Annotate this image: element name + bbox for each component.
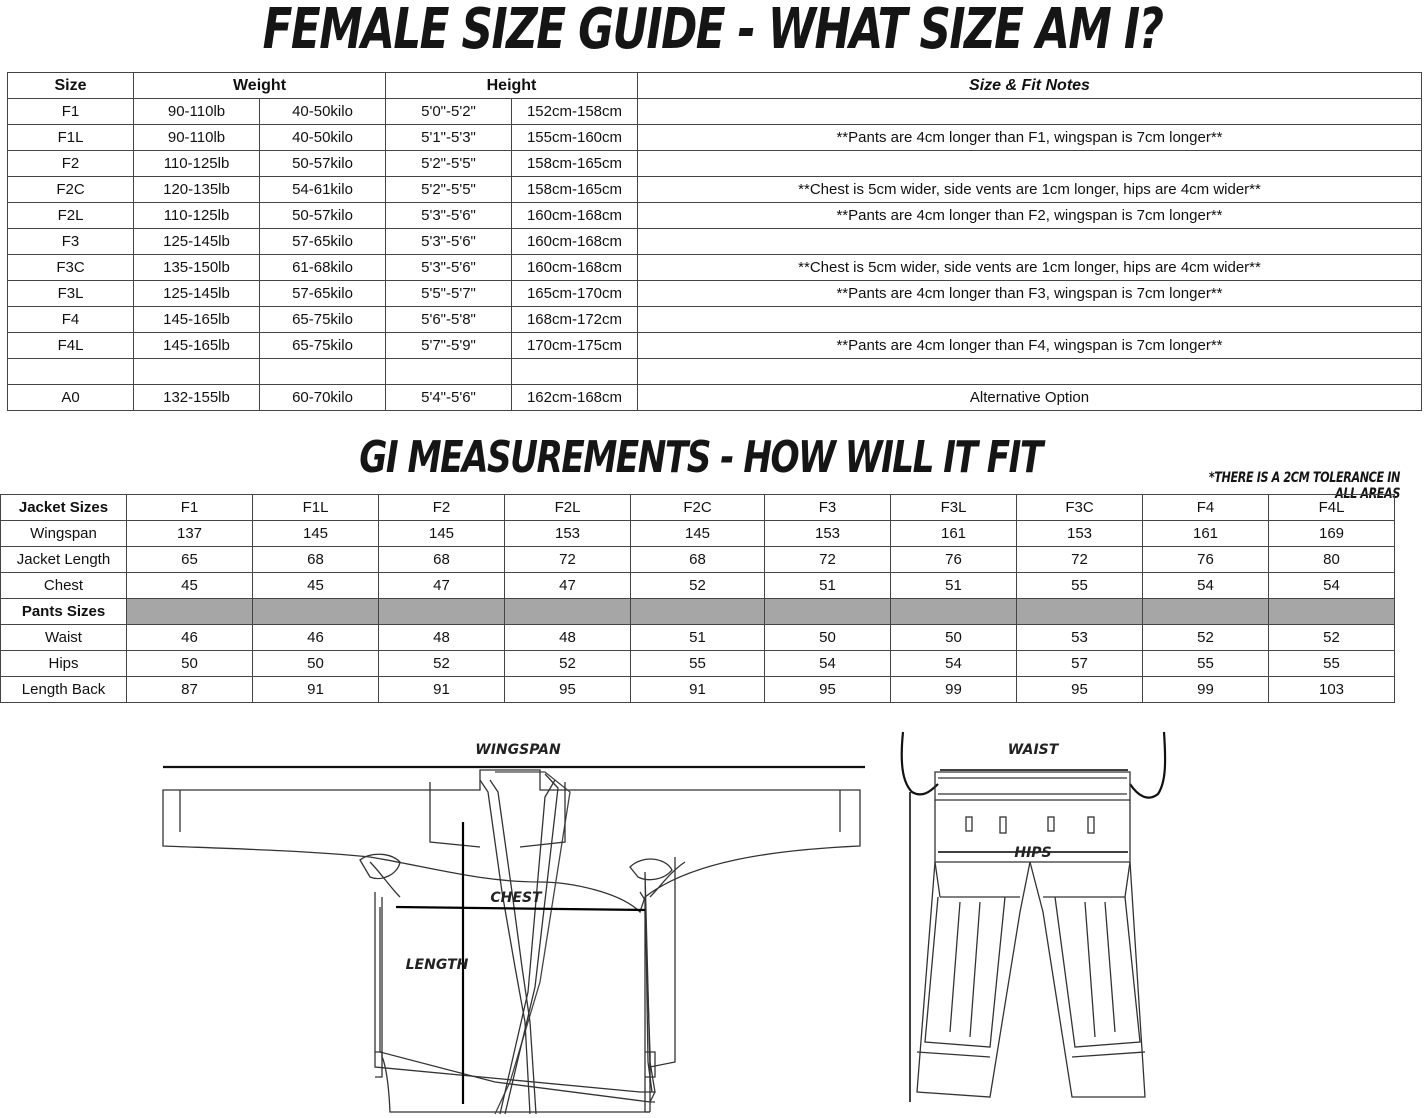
- size-header-cell: F2L: [505, 495, 631, 521]
- measurement-value: 76: [1143, 547, 1269, 573]
- pants-header-fill: [127, 599, 253, 625]
- pants-header-fill: [379, 599, 505, 625]
- size-row: [8, 333, 1422, 359]
- weight-lb-cell: 125-145lb: [134, 281, 260, 307]
- height-ft-cell: 5'6"-5'8": [386, 307, 512, 333]
- size-guide-header-row: [8, 73, 1422, 99]
- measurement-label: Jacket Length: [1, 547, 127, 573]
- weight-kg-cell: 50-57kilo: [260, 151, 386, 177]
- size-cell: F1L: [8, 125, 134, 151]
- pants-sizes-row: [1, 599, 1395, 625]
- weight-kg-cell: 65-75kilo: [260, 307, 386, 333]
- weight-lb-cell: 125-145lb: [134, 229, 260, 255]
- size-row: [8, 125, 1422, 151]
- height-cm-cell: 168cm-172cm: [512, 307, 638, 333]
- weight-lb-cell: 135-150lb: [134, 255, 260, 281]
- weight-lb-cell: 110-125lb: [134, 151, 260, 177]
- size-row: [8, 255, 1422, 281]
- measurement-value: 52: [505, 651, 631, 677]
- measurement-value: 153: [505, 521, 631, 547]
- fit-note-cell: **Pants are 4cm longer than F1, wingspan is 7cm longer**: [638, 125, 1422, 151]
- fit-note-cell: [638, 307, 1422, 333]
- fit-note-cell: **Chest is 5cm wider, side vents are 1cm longer, hips are 4cm wider**: [638, 177, 1422, 203]
- height-ft-cell: 5'2"-5'5": [386, 177, 512, 203]
- measurement-value: 55: [631, 651, 765, 677]
- weight-lb-cell: 110-125lb: [134, 203, 260, 229]
- fit-note-cell: [638, 229, 1422, 255]
- size-cell: F3: [8, 229, 134, 255]
- fit-note-cell: **Pants are 4cm longer than F2, wingspan is 7cm longer**: [638, 203, 1422, 229]
- measurement-value: 72: [1017, 547, 1143, 573]
- header-notes: Size & Fit Notes: [638, 73, 1422, 99]
- height-cm-cell: [512, 359, 638, 385]
- measurement-value: 145: [379, 521, 505, 547]
- measurement-label: Wingspan: [1, 521, 127, 547]
- weight-lb-cell: 120-135lb: [134, 177, 260, 203]
- measurement-value: 51: [765, 573, 891, 599]
- jacket-illustration: [163, 767, 865, 1114]
- wingspan-label: WINGSPAN: [475, 742, 561, 758]
- height-ft-cell: 5'7"-5'9": [386, 333, 512, 359]
- measurement-value: 54: [891, 651, 1017, 677]
- size-row: [8, 229, 1422, 255]
- measurement-row: [1, 677, 1395, 703]
- measurement-value: 46: [127, 625, 253, 651]
- weight-lb-cell: 90-110lb: [134, 99, 260, 125]
- measurement-value: 153: [765, 521, 891, 547]
- measurement-value: 47: [379, 573, 505, 599]
- measurement-row: [1, 625, 1395, 651]
- size-header-cell: F3L: [891, 495, 1017, 521]
- size-cell: F4L: [8, 333, 134, 359]
- fit-note-cell: **Pants are 4cm longer than F4, wingspan is 7cm longer**: [638, 333, 1422, 359]
- tolerance-note: *THERE IS A 2CM TOLERANCE IN ALL AREAS: [1208, 470, 1400, 502]
- pants-header-fill: [765, 599, 891, 625]
- measurement-value: 48: [379, 625, 505, 651]
- weight-lb-cell: 132-155lb: [134, 385, 260, 411]
- measurement-value: 68: [631, 547, 765, 573]
- height-cm-cell: 152cm-158cm: [512, 99, 638, 125]
- measurement-value: 161: [891, 521, 1017, 547]
- measurement-value: 45: [127, 573, 253, 599]
- measurement-value: 54: [1269, 573, 1395, 599]
- size-cell: F2: [8, 151, 134, 177]
- weight-kg-cell: 54-61kilo: [260, 177, 386, 203]
- weight-kg-cell: 57-65kilo: [260, 281, 386, 307]
- measurement-row: [1, 521, 1395, 547]
- weight-kg-cell: 57-65kilo: [260, 229, 386, 255]
- measurement-value: 137: [127, 521, 253, 547]
- fit-note-cell: **Pants are 4cm longer than F3, wingspan is 7cm longer**: [638, 281, 1422, 307]
- pants-illustration: [902, 732, 1165, 1102]
- measurement-value: 52: [1143, 625, 1269, 651]
- measurement-value: 95: [505, 677, 631, 703]
- pants-header-fill: [1269, 599, 1395, 625]
- height-ft-cell: 5'5"-5'7": [386, 281, 512, 307]
- weight-kg-cell: 50-57kilo: [260, 203, 386, 229]
- measurement-value: 48: [505, 625, 631, 651]
- measurement-value: 52: [1269, 625, 1395, 651]
- size-cell: F2C: [8, 177, 134, 203]
- size-header-cell: F4: [1143, 495, 1269, 521]
- pants-header-fill: [631, 599, 765, 625]
- size-row: [8, 151, 1422, 177]
- measurement-value: 47: [505, 573, 631, 599]
- measurement-row: [1, 573, 1395, 599]
- size-cell: F4: [8, 307, 134, 333]
- size-row: [8, 359, 1422, 385]
- height-cm-cell: 160cm-168cm: [512, 229, 638, 255]
- weight-kg-cell: 65-75kilo: [260, 333, 386, 359]
- measurement-label: Waist: [1, 625, 127, 651]
- weight-kg-cell: 60-70kilo: [260, 385, 386, 411]
- height-cm-cell: 155cm-160cm: [512, 125, 638, 151]
- pants-header-fill: [891, 599, 1017, 625]
- measurement-value: 95: [765, 677, 891, 703]
- fit-note-cell: **Chest is 5cm wider, side vents are 1cm longer, hips are 4cm wider**: [638, 255, 1422, 281]
- gi-diagram: [150, 722, 1210, 1118]
- measurement-label: Length Back: [1, 677, 127, 703]
- size-header-cell: F3: [765, 495, 891, 521]
- measurement-row: [1, 547, 1395, 573]
- jacket-sizes-label: Jacket Sizes: [1, 495, 127, 521]
- size-header-cell: F4L: [1269, 495, 1395, 521]
- height-cm-cell: 160cm-168cm: [512, 203, 638, 229]
- measurement-value: 99: [891, 677, 1017, 703]
- measurement-label: Hips: [1, 651, 127, 677]
- size-guide-table: [7, 72, 1422, 411]
- measurement-value: 91: [253, 677, 379, 703]
- height-ft-cell: [386, 359, 512, 385]
- size-row: [8, 307, 1422, 333]
- measurement-value: 57: [1017, 651, 1143, 677]
- measurement-value: 72: [505, 547, 631, 573]
- measurement-value: 95: [1017, 677, 1143, 703]
- weight-kg-cell: [260, 359, 386, 385]
- measurement-value: 169: [1269, 521, 1395, 547]
- height-cm-cell: 158cm-165cm: [512, 177, 638, 203]
- weight-lb-cell: [134, 359, 260, 385]
- measurement-label: Chest: [1, 573, 127, 599]
- fit-note-cell: Alternative Option: [638, 385, 1422, 411]
- size-row: [8, 99, 1422, 125]
- measurement-value: 145: [253, 521, 379, 547]
- size-cell: F2L: [8, 203, 134, 229]
- size-header-cell: F1L: [253, 495, 379, 521]
- height-ft-cell: 5'3"-5'6": [386, 203, 512, 229]
- pants-header-fill: [1143, 599, 1269, 625]
- measurement-value: 68: [253, 547, 379, 573]
- measurement-value: 50: [891, 625, 1017, 651]
- measurement-value: 52: [379, 651, 505, 677]
- waist-label: WAIST: [1007, 742, 1059, 758]
- height-ft-cell: 5'3"-5'6": [386, 229, 512, 255]
- height-ft-cell: 5'0"-5'2": [386, 99, 512, 125]
- measurement-value: 55: [1017, 573, 1143, 599]
- measurement-value: 65: [127, 547, 253, 573]
- height-cm-cell: 162cm-168cm: [512, 385, 638, 411]
- size-cell: [8, 359, 134, 385]
- size-row: [8, 281, 1422, 307]
- pants-header-fill: [253, 599, 379, 625]
- weight-lb-cell: 90-110lb: [134, 125, 260, 151]
- measurement-value: 51: [891, 573, 1017, 599]
- gi-measurements-table: [0, 494, 1395, 703]
- chest-label: CHEST: [490, 890, 542, 906]
- measurement-value: 76: [891, 547, 1017, 573]
- measurement-value: 80: [1269, 547, 1395, 573]
- height-cm-cell: 170cm-175cm: [512, 333, 638, 359]
- measurement-value: 72: [765, 547, 891, 573]
- measurement-value: 87: [127, 677, 253, 703]
- height-ft-cell: 5'1"-5'3": [386, 125, 512, 151]
- hips-label: HIPS: [1014, 845, 1052, 861]
- height-ft-cell: 5'3"-5'6": [386, 255, 512, 281]
- pants-sizes-label: Pants Sizes: [1, 599, 127, 625]
- height-cm-cell: 160cm-168cm: [512, 255, 638, 281]
- size-cell: A0: [8, 385, 134, 411]
- fit-note-cell: [638, 359, 1422, 385]
- length-label: LENGTH: [405, 957, 469, 973]
- weight-lb-cell: 145-165lb: [134, 333, 260, 359]
- fit-note-cell: [638, 151, 1422, 177]
- measurement-value: 54: [1143, 573, 1269, 599]
- size-header-cell: F2C: [631, 495, 765, 521]
- size-cell: F3C: [8, 255, 134, 281]
- measurement-value: 45: [253, 573, 379, 599]
- header-height: Height: [386, 73, 638, 99]
- measurement-value: 55: [1143, 651, 1269, 677]
- measurements-title: GI MEASUREMENTS - HOW WILL IT FIT: [359, 432, 1042, 483]
- measurement-value: 54: [765, 651, 891, 677]
- measurement-value: 68: [379, 547, 505, 573]
- size-header-cell: F3C: [1017, 495, 1143, 521]
- jacket-sizes-row: [1, 495, 1395, 521]
- measurement-value: 91: [379, 677, 505, 703]
- measurement-value: 55: [1269, 651, 1395, 677]
- size-header-cell: F2: [379, 495, 505, 521]
- header-size: Size: [8, 73, 134, 99]
- size-row: [8, 177, 1422, 203]
- measurement-row: [1, 651, 1395, 677]
- weight-kg-cell: 61-68kilo: [260, 255, 386, 281]
- measurement-value: 53: [1017, 625, 1143, 651]
- size-header-cell: F1: [127, 495, 253, 521]
- height-cm-cell: 165cm-170cm: [512, 281, 638, 307]
- height-cm-cell: 158cm-165cm: [512, 151, 638, 177]
- pants-header-fill: [505, 599, 631, 625]
- measurement-value: 46: [253, 625, 379, 651]
- measurement-value: 51: [631, 625, 765, 651]
- measurement-value: 52: [631, 573, 765, 599]
- pants-header-fill: [1017, 599, 1143, 625]
- measurement-value: 99: [1143, 677, 1269, 703]
- size-row: [8, 203, 1422, 229]
- measurement-value: 50: [765, 625, 891, 651]
- height-ft-cell: 5'4"-5'6": [386, 385, 512, 411]
- measurement-value: 145: [631, 521, 765, 547]
- measurement-value: 50: [127, 651, 253, 677]
- main-title: FEMALE SIZE GUIDE - WHAT SIZE AM I?: [262, 0, 1163, 62]
- size-cell: F1: [8, 99, 134, 125]
- height-ft-cell: 5'2"-5'5": [386, 151, 512, 177]
- measurement-value: 91: [631, 677, 765, 703]
- fit-note-cell: [638, 99, 1422, 125]
- size-row: [8, 385, 1422, 411]
- weight-kg-cell: 40-50kilo: [260, 99, 386, 125]
- weight-kg-cell: 40-50kilo: [260, 125, 386, 151]
- header-weight: Weight: [134, 73, 386, 99]
- weight-lb-cell: 145-165lb: [134, 307, 260, 333]
- measurement-value: 50: [253, 651, 379, 677]
- measurement-value: 153: [1017, 521, 1143, 547]
- measurement-value: 161: [1143, 521, 1269, 547]
- size-cell: F3L: [8, 281, 134, 307]
- measurement-value: 103: [1269, 677, 1395, 703]
